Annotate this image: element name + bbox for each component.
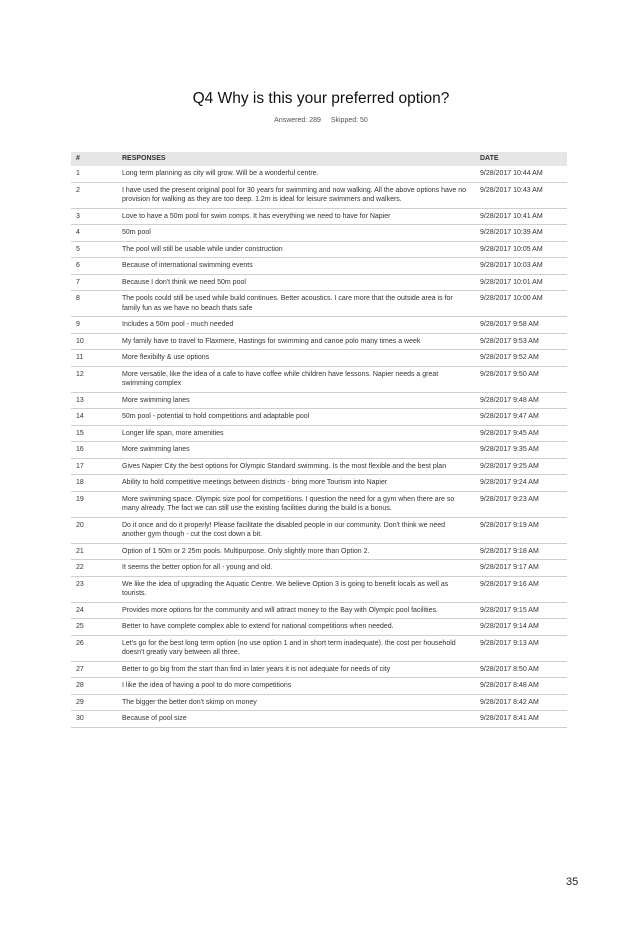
table-row: [71, 442, 567, 459]
response-number: 5: [71, 241, 117, 258]
response-date: 9/28/2017 10:43 AM: [475, 182, 567, 208]
header-responses: RESPONSES: [117, 152, 475, 166]
table-row: [71, 694, 567, 711]
response-number: 26: [71, 635, 117, 661]
response-number: 10: [71, 333, 117, 350]
response-text: Longer life span, more amenities: [117, 425, 475, 442]
response-number: 9: [71, 317, 117, 334]
response-date: 9/28/2017 9:17 AM: [475, 560, 567, 577]
table-row: [71, 678, 567, 695]
response-date: 9/28/2017 10:44 AM: [475, 166, 567, 182]
response-date: 9/28/2017 9:35 AM: [475, 442, 567, 459]
response-number: 21: [71, 543, 117, 560]
table-row: [71, 475, 567, 492]
response-date: 9/28/2017 9:58 AM: [475, 317, 567, 334]
response-number: 27: [71, 661, 117, 678]
table-row: [71, 635, 567, 661]
response-text: More swimming lanes: [117, 442, 475, 459]
table-row: [71, 409, 567, 426]
skipped-count: Skipped: 50: [330, 117, 368, 124]
response-text: Let's go for the best long term option (no use option 1 and in short term inadequate). the cost per household doesn't greatly vary between all three.: [117, 635, 475, 661]
response-date: 9/28/2017 10:03 AM: [475, 258, 567, 275]
response-number: 3: [71, 208, 117, 225]
response-number: 16: [71, 442, 117, 459]
response-date: 9/28/2017 8:50 AM: [475, 661, 567, 678]
response-date: 9/28/2017 9:23 AM: [475, 491, 567, 517]
response-text: Because of international swimming events: [117, 258, 475, 275]
response-date: 9/28/2017 9:25 AM: [475, 458, 567, 475]
response-date: 9/28/2017 10:39 AM: [475, 225, 567, 242]
header-date: DATE: [475, 152, 567, 166]
response-number: 30: [71, 711, 117, 728]
response-date: 9/28/2017 8:48 AM: [475, 678, 567, 695]
response-stats: [0, 117, 642, 124]
response-text: I like the idea of having a pool to do more competitions: [117, 678, 475, 695]
response-number: 7: [71, 274, 117, 291]
table-row: [71, 182, 567, 208]
table-row: [71, 166, 567, 182]
response-text: The pools could still be used while build continues. Better acoustics. I care more that the outside area is for family fun as we have no beach thats safe: [117, 291, 475, 317]
answered-count: Answered: 289: [274, 117, 321, 124]
response-text: More flexibilty & use options: [117, 350, 475, 367]
response-number: 25: [71, 619, 117, 636]
table-row: [71, 619, 567, 636]
response-date: 9/28/2017 9:24 AM: [475, 475, 567, 492]
response-date: 9/28/2017 9:16 AM: [475, 576, 567, 602]
response-number: 18: [71, 475, 117, 492]
response-date: 9/28/2017 9:13 AM: [475, 635, 567, 661]
response-text: Ability to hold competitive meetings between districts - bring more Tourism into Napier: [117, 475, 475, 492]
response-number: 2: [71, 182, 117, 208]
response-text: Long term planning as city will grow. Will be a wonderful centre.: [117, 166, 475, 182]
response-text: We like the idea of upgrading the Aquatic Centre. We believe Option 3 is going to benefit locals as well as tourists.: [117, 576, 475, 602]
response-text: Love to have a 50m pool for swim comps. It has everything we need to have for Napier: [117, 208, 475, 225]
table-header-row: [71, 152, 567, 166]
response-number: 17: [71, 458, 117, 475]
response-text: It seems the better option for all - young and old.: [117, 560, 475, 577]
response-text: The pool will still be usable while under construction: [117, 241, 475, 258]
response-number: 14: [71, 409, 117, 426]
response-date: 9/28/2017 8:42 AM: [475, 694, 567, 711]
table-row: [71, 317, 567, 334]
table-row: [71, 258, 567, 275]
response-text: I have used the present original pool for 30 years for swimming and now walking. All the above options have no provision for walking as they are too deep. 1.2m is ideal for leisure swimmers and walkers.: [117, 182, 475, 208]
response-text: More swimming lanes: [117, 392, 475, 409]
table-row: [71, 661, 567, 678]
response-text: More versatile, like the idea of a cafe to have coffee while children have lessons. Napier needs a great swimming complex: [117, 366, 475, 392]
response-date: 9/28/2017 10:00 AM: [475, 291, 567, 317]
table-row: [71, 602, 567, 619]
response-number: 28: [71, 678, 117, 695]
table-row: [71, 491, 567, 517]
response-text: 50m pool: [117, 225, 475, 242]
response-date: 9/28/2017 8:41 AM: [475, 711, 567, 728]
page-number: 35: [566, 876, 579, 888]
table-row: [71, 425, 567, 442]
response-number: 8: [71, 291, 117, 317]
question-title: Q4 Why is this your preferred option?: [192, 90, 450, 107]
response-text: Gives Napier City the best options for Olympic Standard swimming. Is the most flexible and the best plan: [117, 458, 475, 475]
response-number: 11: [71, 350, 117, 367]
response-date: 9/28/2017 10:01 AM: [475, 274, 567, 291]
response-number: 6: [71, 258, 117, 275]
response-date: 9/28/2017 9:14 AM: [475, 619, 567, 636]
table-row: [71, 458, 567, 475]
table-row: [71, 350, 567, 367]
table-row: [71, 291, 567, 317]
table-row: [71, 711, 567, 728]
response-number: 15: [71, 425, 117, 442]
table-body: [71, 166, 567, 727]
response-date: 9/28/2017 9:52 AM: [475, 350, 567, 367]
response-text: More swimming space. Olympic size pool for competitions. I question the need for a gym when there are so many already. The fact we can still use the existing facilities during the build is a bonus.: [117, 491, 475, 517]
response-number: 23: [71, 576, 117, 602]
response-text: My family have to travel to Flaxmere, Hastings for swimming and canoe polo many times a week: [117, 333, 475, 350]
response-number: 12: [71, 366, 117, 392]
response-date: 9/28/2017 9:47 AM: [475, 409, 567, 426]
table-row: [71, 241, 567, 258]
response-text: Better to have complete complex able to extend for national competitions when needed.: [117, 619, 475, 636]
table-row: [71, 576, 567, 602]
response-text: Because I don't think we need 50m pool: [117, 274, 475, 291]
response-number: 22: [71, 560, 117, 577]
response-date: 9/28/2017 9:50 AM: [475, 366, 567, 392]
response-date: 9/28/2017 9:45 AM: [475, 425, 567, 442]
response-text: 50m pool - potential to hold competitions and adaptable pool: [117, 409, 475, 426]
response-number: 24: [71, 602, 117, 619]
response-text: Do it once and do it properly! Please facilitate the disabled people in our community. Don't think we need another gym though - cut the cost down a bit.: [117, 517, 475, 543]
table-row: [71, 333, 567, 350]
responses-table: [71, 152, 567, 728]
response-number: 20: [71, 517, 117, 543]
response-date: 9/28/2017 9:18 AM: [475, 543, 567, 560]
table-row: [71, 225, 567, 242]
table-row: [71, 543, 567, 560]
table-row: [71, 560, 567, 577]
response-date: 9/28/2017 10:05 AM: [475, 241, 567, 258]
response-date: 9/28/2017 9:53 AM: [475, 333, 567, 350]
response-text: Better to go big from the start than find in later years it is not adequate for needs of city: [117, 661, 475, 678]
response-text: Option of 1 50m or 2 25m pools. Multipurpose. Only slightly more than Option 2.: [117, 543, 475, 560]
response-number: 13: [71, 392, 117, 409]
table-row: [71, 208, 567, 225]
response-number: 1: [71, 166, 117, 182]
table-row: [71, 274, 567, 291]
response-text: Provides more options for the community and will attract money to the Bay with Olympic pool facilities.: [117, 602, 475, 619]
response-number: 19: [71, 491, 117, 517]
response-text: Because of pool size: [117, 711, 475, 728]
response-text: The bigger the better don't skimp on money: [117, 694, 475, 711]
table-row: [71, 392, 567, 409]
response-date: 9/28/2017 9:48 AM: [475, 392, 567, 409]
response-date: 9/28/2017 9:19 AM: [475, 517, 567, 543]
header-number: #: [71, 152, 117, 166]
table-row: [71, 366, 567, 392]
response-number: 4: [71, 225, 117, 242]
table-row: [71, 517, 567, 543]
response-text: Includes a 50m pool - much needed: [117, 317, 475, 334]
response-date: 9/28/2017 9:15 AM: [475, 602, 567, 619]
response-number: 29: [71, 694, 117, 711]
response-date: 9/28/2017 10:41 AM: [475, 208, 567, 225]
